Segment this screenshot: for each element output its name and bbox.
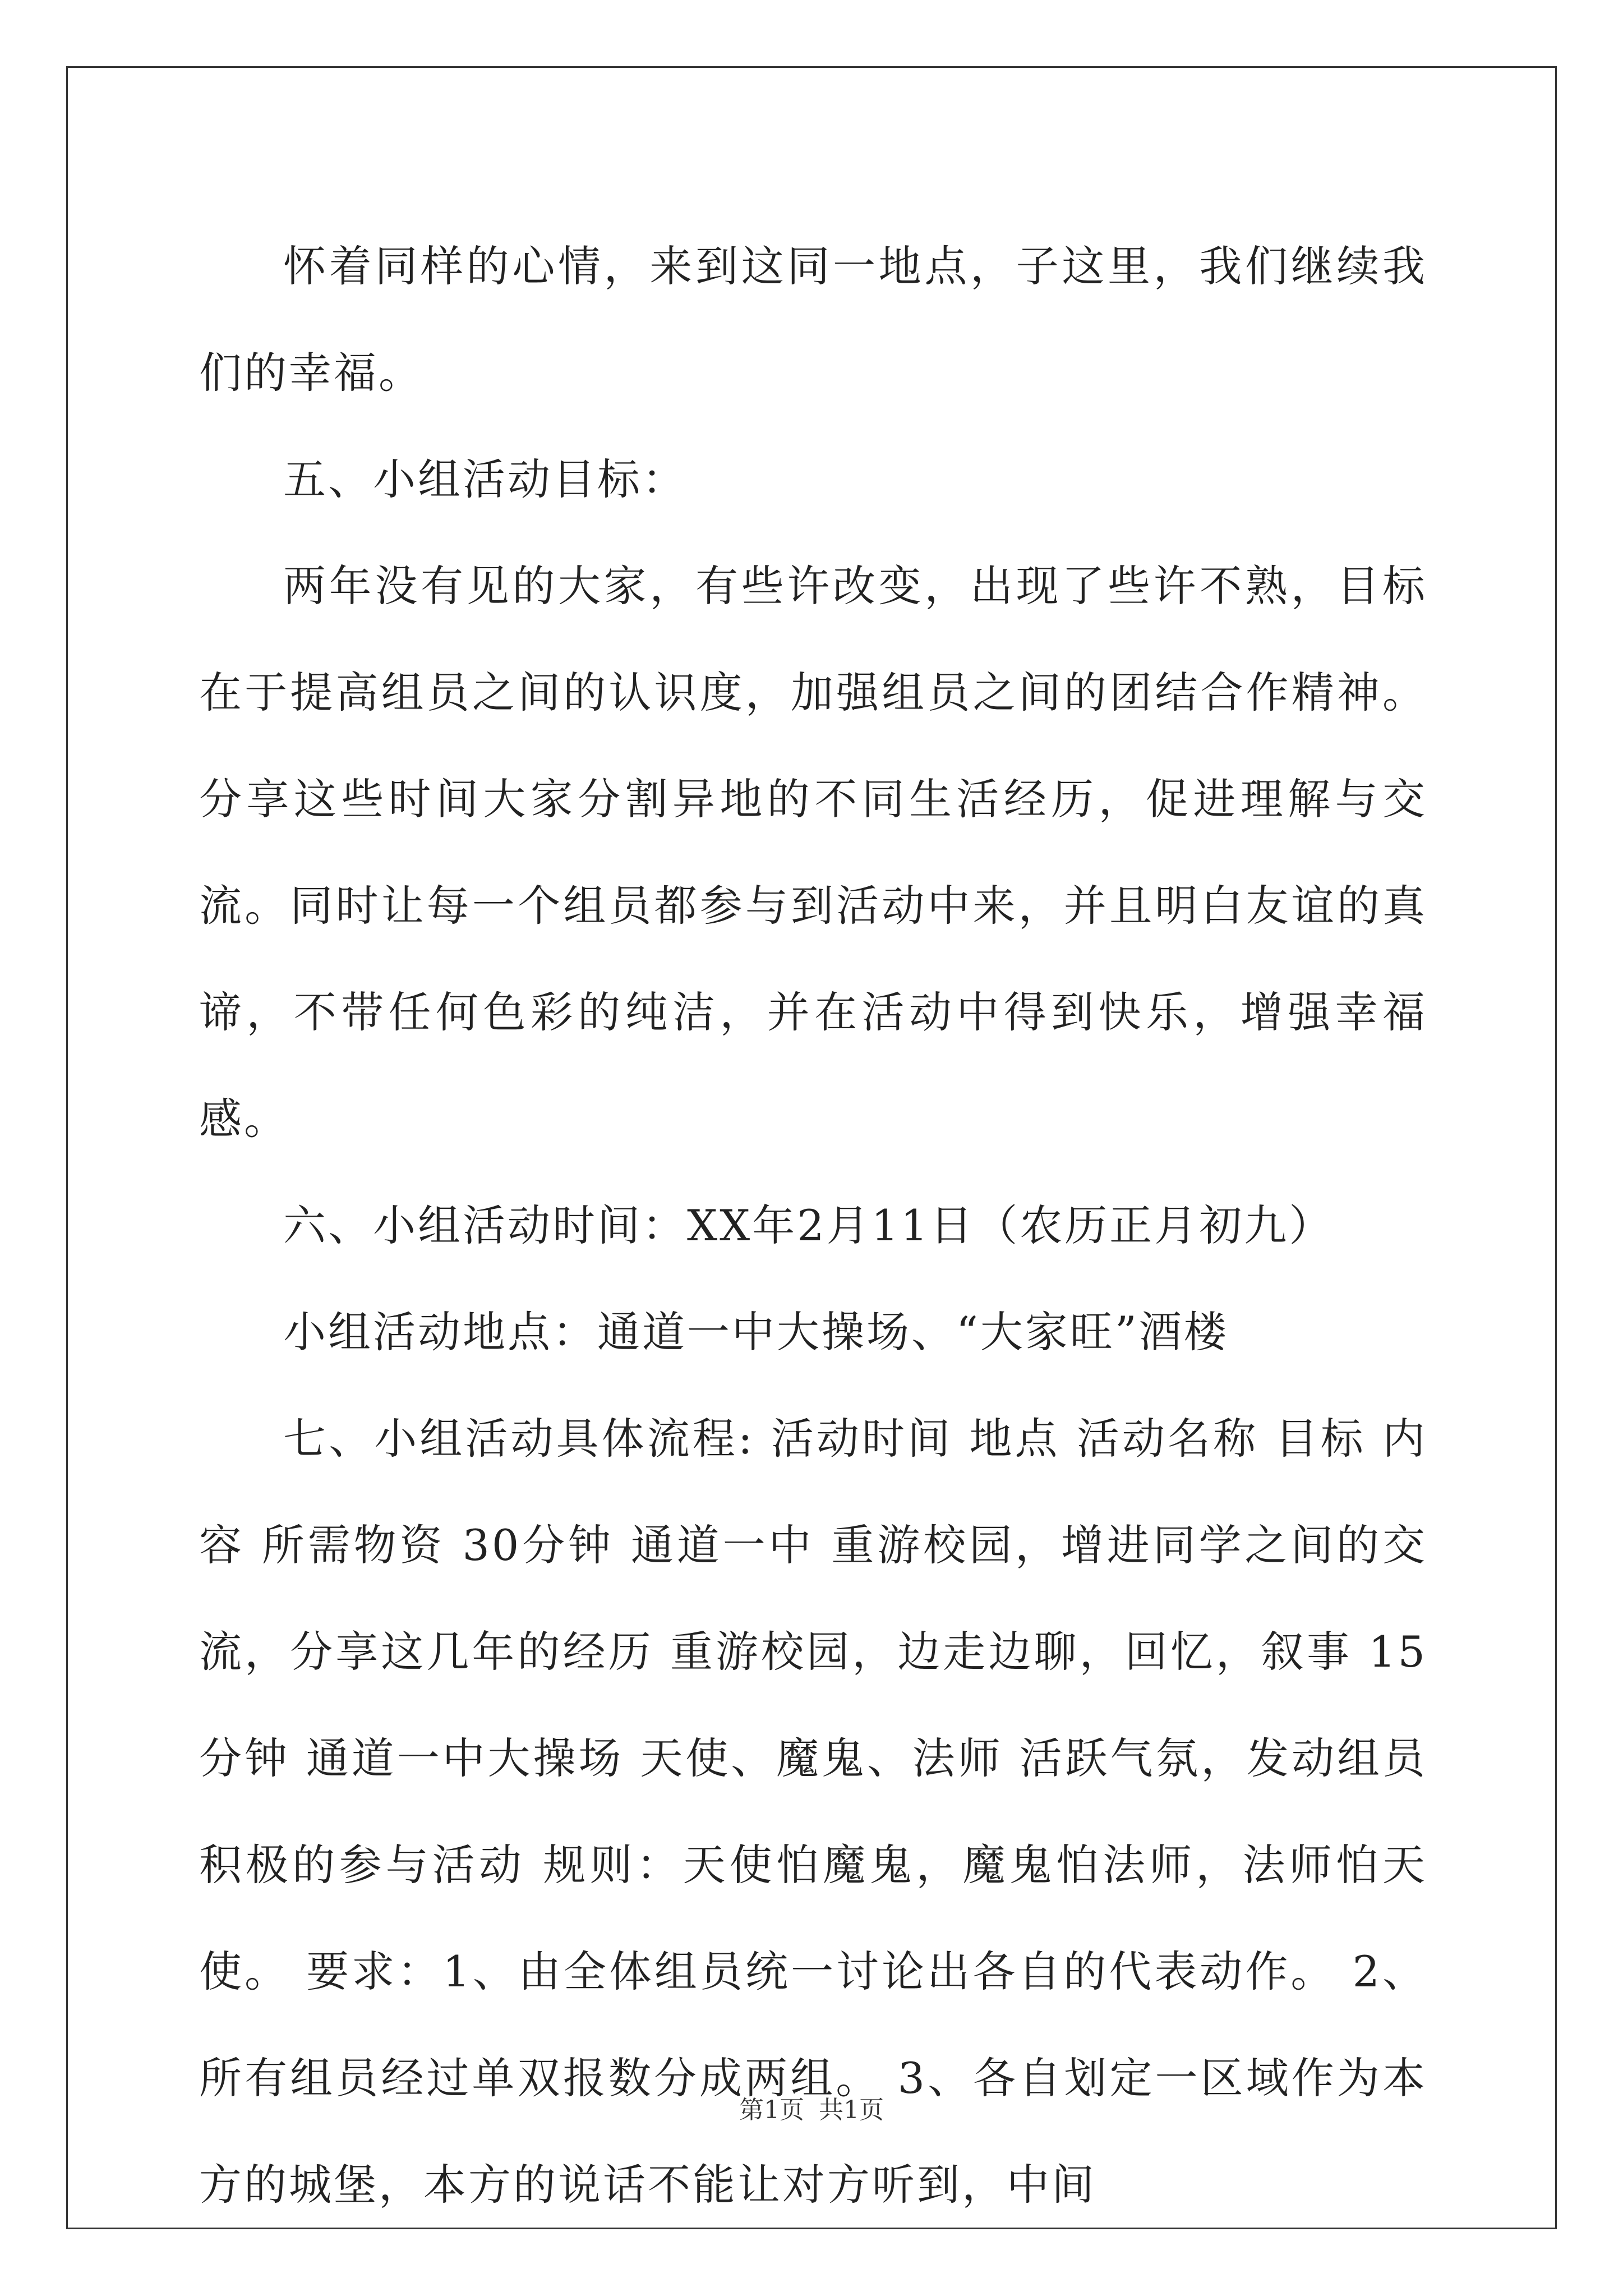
page-footer	[0, 2090, 1623, 2125]
paragraph-goals: 两年没有见的大家，有些许改变，出现了些许不熟，目标在于提高组员之间的认识度，加强组员之间的团结合作精神。分享这些时间大家分割异地的不同生活经历，促进理解与交流。同时让每一个组员都参与到活动中来，并且明白友谊的真谛，不带任何色彩的纯洁，并在活动中得到快乐，增强幸福感。	[199, 561, 1427, 1144]
heading-goals: 五、小组活动目标：	[283, 454, 687, 504]
paragraph-location: 小组活动地点：通道一中大操场、“大家旺”酒楼	[283, 1307, 1229, 1357]
paragraph-intro: 怀着同样的心情，来到这同一地点，子这里，我们继续我们的幸福。	[199, 241, 1427, 398]
page-total: 共1页	[819, 2096, 884, 2124]
paragraph-time: 六、小组活动时间：XX年2月11日（农历正月初九）	[283, 1200, 1334, 1250]
paragraph-process: 七、小组活动具体流程: 活动时间 地点 活动名称 目标 内容 所需物资 30分钟 通道一中 重游校园，增进同学之间的交流，分享这几年的经历 重游校园，边走边聊，回忆，叙事 15分钟 通道一中大操场 天使、魔鬼、法师 活跃气氛，发动组员积极的参与活动 规则：天使怕魔鬼，魔鬼怕法师，法师怕天使。 要求：1、由全体组员统一讨论出各自的代表动作。 2、所有组员经过单双报数分成两组。 3、各自划定一区域作为本方的城堡，本方的说话不能让对方听到，中间	[199, 1414, 1427, 2210]
document-body	[199, 213, 1427, 2238]
page-number: 第1页	[739, 2096, 804, 2124]
